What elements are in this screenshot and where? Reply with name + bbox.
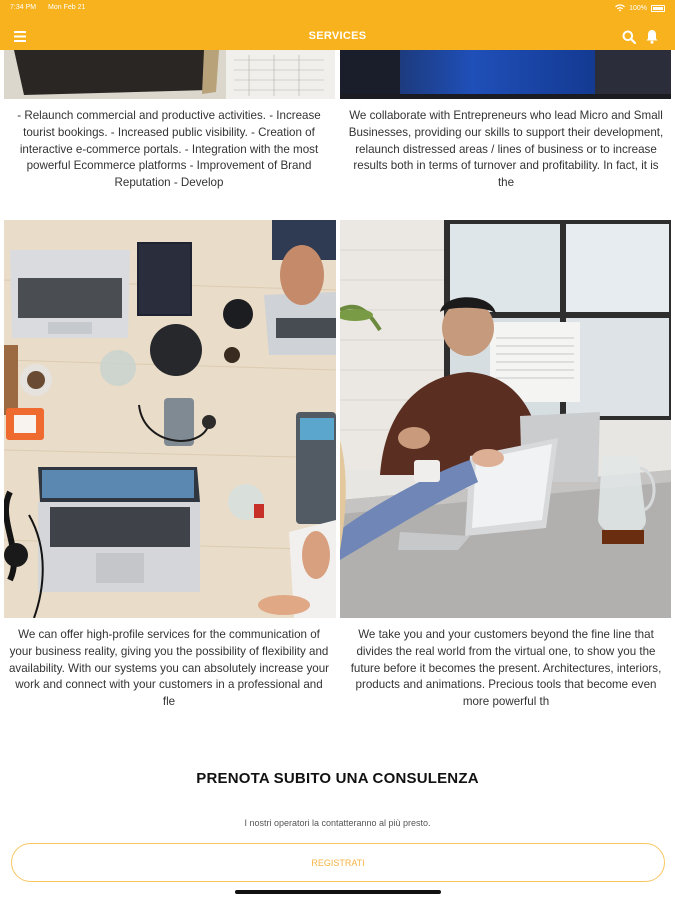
service-image-3: [4, 220, 336, 618]
wifi-icon: [615, 4, 625, 12]
register-button[interactable]: REGISTRATI: [11, 843, 665, 882]
battery-icon: [651, 5, 665, 12]
page-title: SERVICES: [308, 30, 367, 42]
consultation-subtitle: I nostri operatori la contatteranno al più presto.: [244, 818, 431, 828]
service-image-4: [340, 220, 671, 618]
status-date: Mon Feb 21: [48, 4, 86, 11]
status-right: [615, 4, 665, 12]
home-indicator[interactable]: [235, 890, 441, 894]
service-image-2: [340, 50, 671, 99]
service-image-2-graphic: [340, 50, 671, 99]
battery-percent: 100%: [629, 4, 647, 12]
service-description-2: We collaborate with Entrepreneurs who lead Micro and Small Businesses, providing our skills to support their development, relaunch distressed areas / lines of business or to increase results both in terms of turnover and profitability. In fact, it is the: [348, 109, 664, 190]
status-bar: [10, 4, 665, 14]
service-image-3-graphic: [4, 220, 336, 618]
bell-icon[interactable]: [645, 29, 659, 44]
status-time: 7:34 PM: [10, 4, 37, 11]
service-image-4-graphic: [340, 220, 671, 618]
service-description-1: - Relaunch commercial and productive activities. - Increase tourist bookings. - Increased public visibility. - Creation of interactive e-commerce portals. - Integration with the most powerful Ecommerce platforms - Improvement of Brand Reputation - Develop: [17, 109, 321, 190]
app-bar: [0, 0, 675, 50]
service-description-3: We can offer high-profile services for the communication of your business reality, giving you the possibility of flexibility and availability. With our systems you can absolutely increase your work and connect with your customers in a professional and fle: [8, 628, 330, 709]
search-icon[interactable]: [622, 30, 636, 44]
service-image-1: [4, 50, 335, 99]
service-description-4: We take you and your customers beyond the fine line that divides the real world from the virtual one, to show you the future before it becomes the present. Architectures, interiors, products and animations. Precious tools that become even more powerful th: [350, 628, 662, 709]
consultation-heading: PRENOTA SUBITO UNA CONSULENZA: [196, 770, 479, 787]
service-image-1-graphic: [4, 50, 335, 99]
